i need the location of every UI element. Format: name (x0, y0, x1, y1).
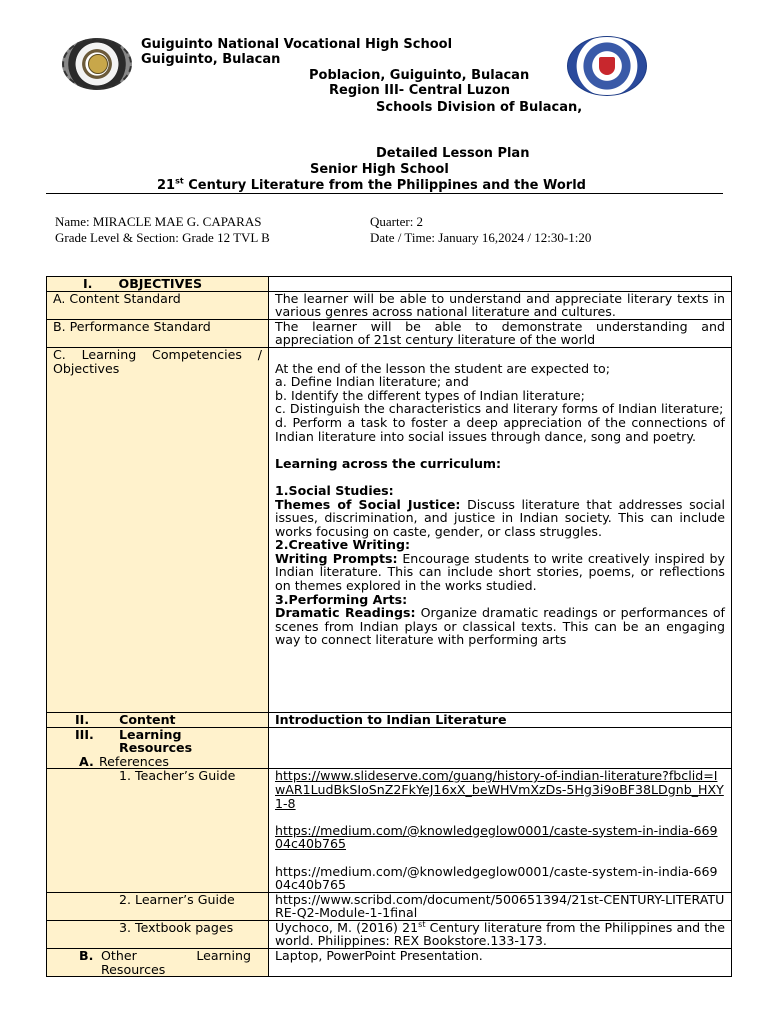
social-studies-text: Themes of Social Justice: Discuss literature that addresses social issues, discrimination, and justice in Indian society. This can include works focusing on caste, gender, or class struggles. (275, 496, 726, 539)
textbook-row (47, 920, 732, 948)
creative-writing-text: Writing Prompts: Encourage students to write creatively inspired by Indian literature. This can include short stories, poems, or reflections on themes explored in the works studied. (275, 550, 725, 594)
textbook-citation: Uychoco, M. (2016) 21st Century literature from the Philippines and the world. Philippines: REX Bookstore.133-173. (269, 920, 732, 948)
competencies-label: C. Learning Competencies / Objectives (47, 347, 269, 712)
learners-guide-row (47, 892, 732, 920)
competency-b: b. Identify the different types of Indian literature; (275, 387, 585, 403)
performing-arts-title: 3.Performing Arts: (275, 591, 408, 607)
competencies-intro: At the end of the lesson the student are expected to; (275, 360, 611, 376)
competency-c: c. Distinguish the characteristics and literary forms of Indian literature; (275, 401, 724, 417)
creative-writing-title: 2.Creative Writing: (275, 537, 411, 553)
teachers-guide-label: 1. Teacher’s Guide (47, 769, 269, 892)
document-title: Detailed Lesson Plan (376, 146, 530, 161)
performance-standard-label: B. Performance Standard (47, 319, 269, 347)
learners-guide-label: 2. Learner’s Guide (47, 892, 269, 920)
learners-guide-link: https://www.scribd.com/document/500651394/21st-CENTURY-LITERATURE-Q2-Module-1-1final (269, 892, 732, 920)
textbook-label: 3. Textbook pages (47, 920, 269, 948)
school-logo (62, 38, 132, 90)
resources-label: III. Learning Resources A. References (47, 727, 269, 769)
references-label: References (99, 753, 169, 769)
deped-seal (567, 36, 647, 96)
across-curriculum-title: Learning across the curriculum: (275, 455, 502, 471)
resources-row (47, 727, 732, 769)
region: Region III- Central Luzon (329, 83, 511, 98)
content-standard-row (47, 291, 732, 319)
school-town: Guiguinto, Bulacan (141, 52, 281, 67)
teacher-name: Name: MIRACLE MAE G. CAPARAS (55, 214, 262, 229)
performance-standard-text: The learner will be able to demonstrate understanding and appreciation of 21st century literature of the world (269, 319, 732, 347)
teachers-guide-link-2[interactable]: https://medium.com/@knowledgeglow0001/caste-system-in-india-66904c40b765 (275, 822, 718, 852)
school-level: Senior High School (310, 162, 449, 177)
performance-standard-row (47, 319, 732, 347)
competency-a: a. Define Indian literature; and (275, 374, 469, 390)
teachers-guide-link-3: https://medium.com/@knowledgeglow0001/caste-system-in-india-66904c40b765 (275, 863, 718, 893)
competencies-content (269, 347, 732, 712)
content-standard-label: A. Content Standard (47, 291, 269, 319)
header-divider (46, 193, 723, 194)
school-name: Guiguinto National Vocational High School (141, 37, 453, 52)
content-value: Introduction to Indian Literature (269, 712, 732, 727)
grade-section: Grade Level & Section: Grade 12 TVL B (55, 230, 270, 245)
content-standard-text: The learner will be able to understand and appreciate literary texts in various genres across national literature and cultures. (269, 291, 732, 319)
social-studies-title: 1.Social Studies: (275, 482, 394, 498)
competencies-row (47, 347, 732, 712)
lesson-plan-table (46, 276, 732, 977)
objectives-header: I. OBJECTIVES (47, 277, 269, 292)
teachers-guide-link-1[interactable]: https://www.slideserve.com/guang/history-of-indian-literature?fbclid=IwAR1LudBkSIoSnZ2FkYeJ16xX_beWHVmXzDs-5Hg3i9oBF38LDgnb_HXY1-8 (275, 768, 724, 811)
teachers-guide-row (47, 769, 732, 892)
other-resources-label: B. Other Learning Resources (47, 949, 269, 977)
other-resources-value: Laptop, PowerPoint Presentation. (269, 949, 732, 977)
quarter: Quarter: 2 (370, 214, 424, 229)
content-label: II. Content (47, 712, 269, 727)
objectives-row (47, 277, 732, 292)
other-resources-row (47, 949, 732, 977)
competency-d: d. Perform a task to foster a deep appreciation of the connections of Indian literature into social issues through dance, song and poetry. (275, 414, 725, 444)
subject-title: 21st Century Literature from the Philippines and the World (157, 176, 586, 193)
teachers-guide-links (269, 769, 732, 892)
division: Schools Division of Bulacan, (376, 100, 583, 115)
date-time: Date / Time: January 16,2024 / 12:30-1:20 (370, 230, 592, 245)
content-row (47, 712, 732, 727)
performing-arts-text: Dramatic Readings: Organize dramatic readings or performances of scenes from Indian plays or classical texts. This can be an engaging way to connect literature with performing arts (275, 605, 725, 648)
school-address: Poblacion, Guiguinto, Bulacan (309, 68, 530, 83)
